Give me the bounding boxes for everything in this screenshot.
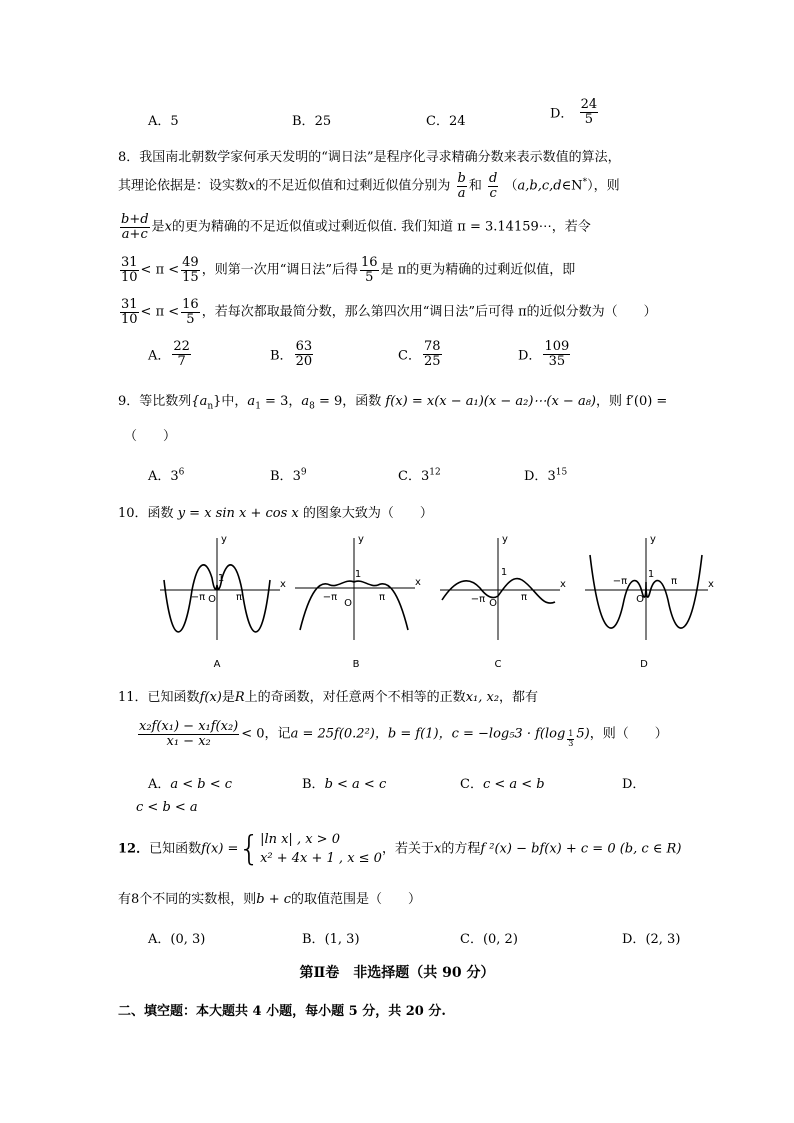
option-value: 24 — [448, 114, 466, 129]
q12-text-2: ，若关于 — [381, 841, 434, 857]
pi-label: π — [235, 592, 243, 603]
option-label: A． — [148, 932, 171, 947]
q11-text-6: ，则（ ） — [589, 726, 668, 742]
option-fraction — [172, 340, 191, 368]
denominator: 20 — [295, 353, 313, 369]
y-axis-label: y — [502, 534, 508, 545]
q8-cond-end: ），则 — [587, 178, 620, 194]
origin-label: O — [208, 594, 216, 605]
var-x: x — [433, 841, 442, 857]
numerator: 49 — [182, 255, 199, 270]
question-number: 11． — [118, 690, 148, 705]
neg-pi-label: −π — [612, 576, 628, 587]
numerator: x₂f(x₁) − x₁f(x₂) — [139, 719, 239, 734]
pi-label: π — [378, 592, 386, 603]
numerator: 1 — [568, 729, 574, 739]
option-value: 5 — [170, 114, 179, 129]
q11-option-d-value — [136, 800, 198, 815]
q11-c-tail: 5) — [576, 726, 590, 742]
q12-text-5: 的取值范围是（ ） — [291, 892, 422, 907]
option-fraction — [543, 340, 570, 368]
q11-a-def: a = 25f(0.2²) — [290, 726, 375, 742]
frac-d-over-c — [488, 172, 498, 200]
q8-line3 — [118, 213, 591, 241]
one-label: 1 — [217, 573, 225, 584]
origin-label: O — [344, 598, 352, 609]
option-exponent: 9 — [300, 467, 307, 478]
q12-fx: f(x) = — [201, 841, 239, 857]
q12-line2 — [118, 888, 421, 907]
option-label: C． — [460, 777, 483, 792]
option-base: 3 — [292, 469, 301, 484]
pi-label: π — [520, 592, 528, 603]
denominator: 10 — [121, 311, 138, 327]
q9-a8-val: = 9，函数 — [314, 394, 386, 409]
x-axis-label: x — [280, 579, 286, 590]
q11-text-3: 上的奇函数，对任意两个不相等的正数 — [244, 690, 466, 705]
q9-a8-sub: 8 — [309, 401, 315, 412]
numerator: b — [457, 171, 466, 186]
x-axis-label: x — [415, 577, 421, 588]
y-axis-label: y — [221, 534, 227, 545]
q8-text-1: 我国南北朝数学家何承天发明的“调日法”是程序化寻求精确分数来表示数值的算法， — [139, 150, 621, 165]
q12-piece-2: x² + 4x + 1 , x ≤ 0 — [260, 851, 382, 866]
q9-a8: a — [301, 394, 310, 409]
q8-ineq: < π < — [140, 304, 180, 320]
q11-text-2: 是 — [221, 690, 235, 705]
q10-graphs — [150, 530, 730, 680]
option-exponent: 6 — [178, 467, 185, 478]
option-value: 25 — [314, 114, 332, 129]
frac-31-10 — [120, 256, 139, 284]
q11-ineq: < 0 — [241, 726, 265, 742]
q11-xs: x₁, x₂ — [465, 690, 500, 705]
q8-cond-star: * — [582, 177, 588, 188]
option-value: a < b < c — [170, 777, 233, 792]
q12-piecewise — [260, 830, 382, 868]
question-number: 12． — [118, 841, 150, 857]
option-label: D． — [550, 106, 574, 122]
frac-49-15 — [181, 256, 200, 284]
q9-a1: a — [247, 394, 256, 409]
option-label: A． — [148, 348, 171, 364]
option-label: A． — [148, 114, 171, 129]
q8-text-6: ，则第一次用“调日法”后得 — [201, 262, 358, 278]
q9-seq-end: } — [213, 394, 222, 409]
neg-pi-label: −π — [470, 594, 486, 605]
option-label: D． — [622, 777, 646, 792]
option-label: B． — [302, 777, 325, 792]
option-value: (1, 3) — [324, 932, 360, 947]
q7-option-a — [148, 110, 179, 129]
q8-option-b — [270, 340, 315, 368]
graph-a — [160, 534, 286, 670]
frac-31-10 — [120, 298, 139, 326]
option-label: B． — [270, 348, 293, 364]
graph-d-caption: D — [640, 659, 648, 670]
q9-text-1: 等比数列 — [139, 394, 192, 409]
q8-cond-vars: a,b,c,d — [517, 178, 562, 194]
option-value: (2, 3) — [645, 932, 681, 947]
option-label: C． — [460, 932, 483, 947]
option-exponent: 12 — [429, 467, 441, 478]
denominator: 35 — [548, 353, 566, 369]
q11-text-1: 已知函数 — [147, 690, 200, 705]
option-exponent: 15 — [555, 467, 568, 478]
denominator: 15 — [182, 269, 199, 285]
q11-option-b — [302, 773, 386, 792]
frac-16-5 — [360, 256, 379, 284]
origin-label: O — [489, 598, 497, 609]
q9-seq-sub: n — [207, 401, 214, 412]
denominator: 3 — [568, 738, 574, 748]
denominator: 5 — [365, 269, 374, 285]
q9-option-a — [148, 465, 184, 484]
q11-R: R — [234, 690, 245, 705]
option-label: A． — [148, 777, 171, 792]
option-value: c < b < a — [136, 800, 198, 815]
q9-option-b — [270, 465, 307, 484]
frac-16-5 — [181, 298, 200, 326]
denominator: 10 — [121, 269, 138, 285]
origin-label: O — [636, 594, 644, 605]
q8-text-5: 的更为精确的不足近似值或过剩近似值. 我们知道 π = 3.14159⋯，若令 — [171, 219, 591, 235]
graph-a-caption: A — [213, 659, 221, 670]
option-label: C． — [398, 348, 421, 364]
q9-option-c — [398, 465, 441, 484]
option-base: 3 — [420, 469, 430, 484]
section-title: 第Ⅱ卷 非选择题（共 90 分） — [299, 965, 495, 981]
answer-paren: （ ） — [124, 429, 177, 444]
frac-bd-over-ac — [120, 213, 150, 241]
q9-text-2: 中， — [221, 394, 248, 409]
denominator: a — [457, 185, 466, 201]
q10-text: 函数 — [147, 506, 178, 521]
q11-log-base — [567, 730, 574, 748]
q9-a1-val: = 3， — [260, 394, 302, 409]
q8-line1 — [118, 146, 621, 165]
graph-c-caption: C — [494, 659, 502, 670]
q10-line1 — [118, 502, 433, 521]
denominator: a+c — [121, 226, 148, 242]
q8-cond-in: ∈N — [561, 178, 583, 194]
q8-line2 — [118, 172, 620, 200]
frac-b-over-a — [457, 172, 467, 200]
denominator: c — [489, 185, 497, 201]
q12-option-b — [302, 928, 360, 947]
one-label: 1 — [354, 569, 362, 580]
q11-fraction — [138, 720, 239, 748]
q11-b-def: ，b = f(1)， — [374, 726, 452, 742]
q12-text-3: 的方程 — [441, 841, 481, 857]
question-number: 9． — [118, 394, 140, 409]
question-number: 8． — [118, 150, 140, 165]
brace-icon: { — [238, 829, 261, 869]
var-x: x — [248, 178, 256, 194]
q9-seq: {a — [191, 394, 208, 409]
q12-bc: b + c — [256, 892, 292, 907]
q8-ineq: < π < — [140, 262, 180, 278]
q8-text-3: 的不足近似值和过剩近似值分别为 — [255, 178, 451, 194]
q9-tail: ，则 f′(0) = — [595, 394, 668, 409]
q11-text-4: ，都有 — [499, 690, 539, 705]
q7-option-b — [292, 110, 331, 129]
numerator: 16 — [360, 255, 378, 270]
q9-function: f(x) = x(x − a₁)(x − a₂)⋯(x − a₈) — [385, 394, 596, 409]
numerator: 16 — [182, 297, 199, 312]
option-label: C． — [398, 469, 421, 484]
pi-label: π — [670, 576, 678, 587]
q8-line4 — [118, 256, 575, 284]
q12-text-4: 有8个不同的实数根，则 — [118, 892, 257, 907]
q11-line2 — [136, 720, 668, 748]
option-value: (0, 3) — [170, 932, 206, 947]
one-label: 1 — [500, 567, 508, 578]
denominator: 5 — [186, 311, 195, 327]
numerator: 31 — [121, 297, 138, 312]
q11-text-5: ，记 — [264, 726, 291, 742]
q11-option-c — [460, 773, 545, 792]
q11-c-def: c = −log₅3 · f(log — [451, 726, 566, 742]
option-value: (0, 2) — [482, 932, 518, 947]
option-base: 3 — [547, 469, 556, 484]
option-label: B． — [292, 114, 315, 129]
option-label: A． — [148, 469, 171, 484]
q12-equation: f ²(x) − bf(x) + c = 0 (b, c ∈ R) — [480, 841, 682, 857]
q11-option-a — [148, 773, 232, 792]
option-label: D． — [518, 348, 542, 364]
numerator: b+d — [121, 212, 149, 227]
numerator: 24 — [580, 97, 598, 112]
denominator: 5 — [584, 111, 593, 127]
graph-c — [440, 534, 566, 670]
denominator: 25 — [423, 353, 441, 369]
option-value: c < a < b — [482, 777, 545, 792]
q10-function: y = x sin x + cos x — [177, 506, 299, 521]
option-label: B． — [302, 932, 325, 947]
option-value: b < a < c — [324, 777, 387, 792]
q8-text-4: 是 — [151, 219, 165, 235]
q8-option-c — [398, 340, 444, 368]
numerator: 31 — [121, 255, 138, 270]
q11-option-d-label — [622, 773, 645, 792]
x-axis-label: x — [560, 579, 566, 590]
one-label: 1 — [647, 569, 655, 580]
option-fraction — [423, 340, 442, 368]
q12-option-c — [460, 928, 518, 947]
numerator: 78 — [423, 339, 441, 354]
q12-piece-1: |ln x| , x > 0 — [260, 832, 340, 847]
option-fraction — [295, 340, 314, 368]
neg-pi-label: −π — [322, 592, 338, 603]
option-label: B． — [270, 469, 293, 484]
q11-fx: f(x) — [199, 690, 222, 705]
graph-b-caption: B — [352, 659, 360, 670]
graph-b — [295, 534, 421, 670]
q7-option-c — [426, 110, 466, 129]
numerator: 22 — [173, 339, 190, 354]
denominator: x₁ − x₂ — [166, 733, 211, 749]
q8-and: 和 — [468, 178, 482, 194]
q8-text-2: 其理论依据是：设实数 — [118, 178, 249, 194]
option-label: D． — [524, 469, 548, 484]
numerator: 109 — [544, 339, 570, 354]
numerator: d — [489, 171, 498, 186]
q10-tail: 的图象大致为（ ） — [298, 506, 433, 521]
q9-a1-sub: 1 — [255, 401, 261, 412]
q12-line1 — [118, 830, 681, 868]
q8-option-a — [148, 340, 193, 368]
neg-pi-label: −π — [190, 592, 206, 603]
q7-option-d — [550, 98, 600, 126]
q8-option-d — [518, 340, 572, 368]
q8-cond-open: （ — [504, 178, 518, 194]
section-subtitle: 二、填空题：本大题共 4 小题，每小题 5 分，共 20 分. — [118, 1004, 446, 1019]
x-axis-label: x — [708, 579, 714, 590]
option-label: C． — [426, 114, 449, 129]
q12-option-d — [622, 928, 680, 947]
y-axis-label: y — [358, 534, 364, 545]
q11-line1 — [118, 686, 538, 705]
q9-line1 — [118, 390, 667, 412]
var-x: x — [164, 219, 172, 235]
q12-option-a — [148, 928, 205, 947]
option-base: 3 — [170, 469, 179, 484]
question-number: 10． — [118, 506, 148, 521]
q12-text-1: 已知函数 — [149, 841, 202, 857]
graph-d — [585, 534, 714, 670]
option-fraction — [580, 98, 599, 126]
y-axis-label: y — [650, 534, 656, 545]
q8-line5 — [118, 298, 657, 326]
option-label: D． — [622, 932, 646, 947]
denominator: 7 — [177, 353, 186, 369]
q9-option-d — [524, 465, 567, 484]
numerator: 63 — [295, 339, 313, 354]
q8-text-8: ，若每次都取最简分数，那么第四次用“调日法”后可得 π的近似分数为（ ） — [201, 304, 657, 320]
q8-text-7: 是 π的更为精确的过剩近似值，即 — [380, 262, 576, 278]
